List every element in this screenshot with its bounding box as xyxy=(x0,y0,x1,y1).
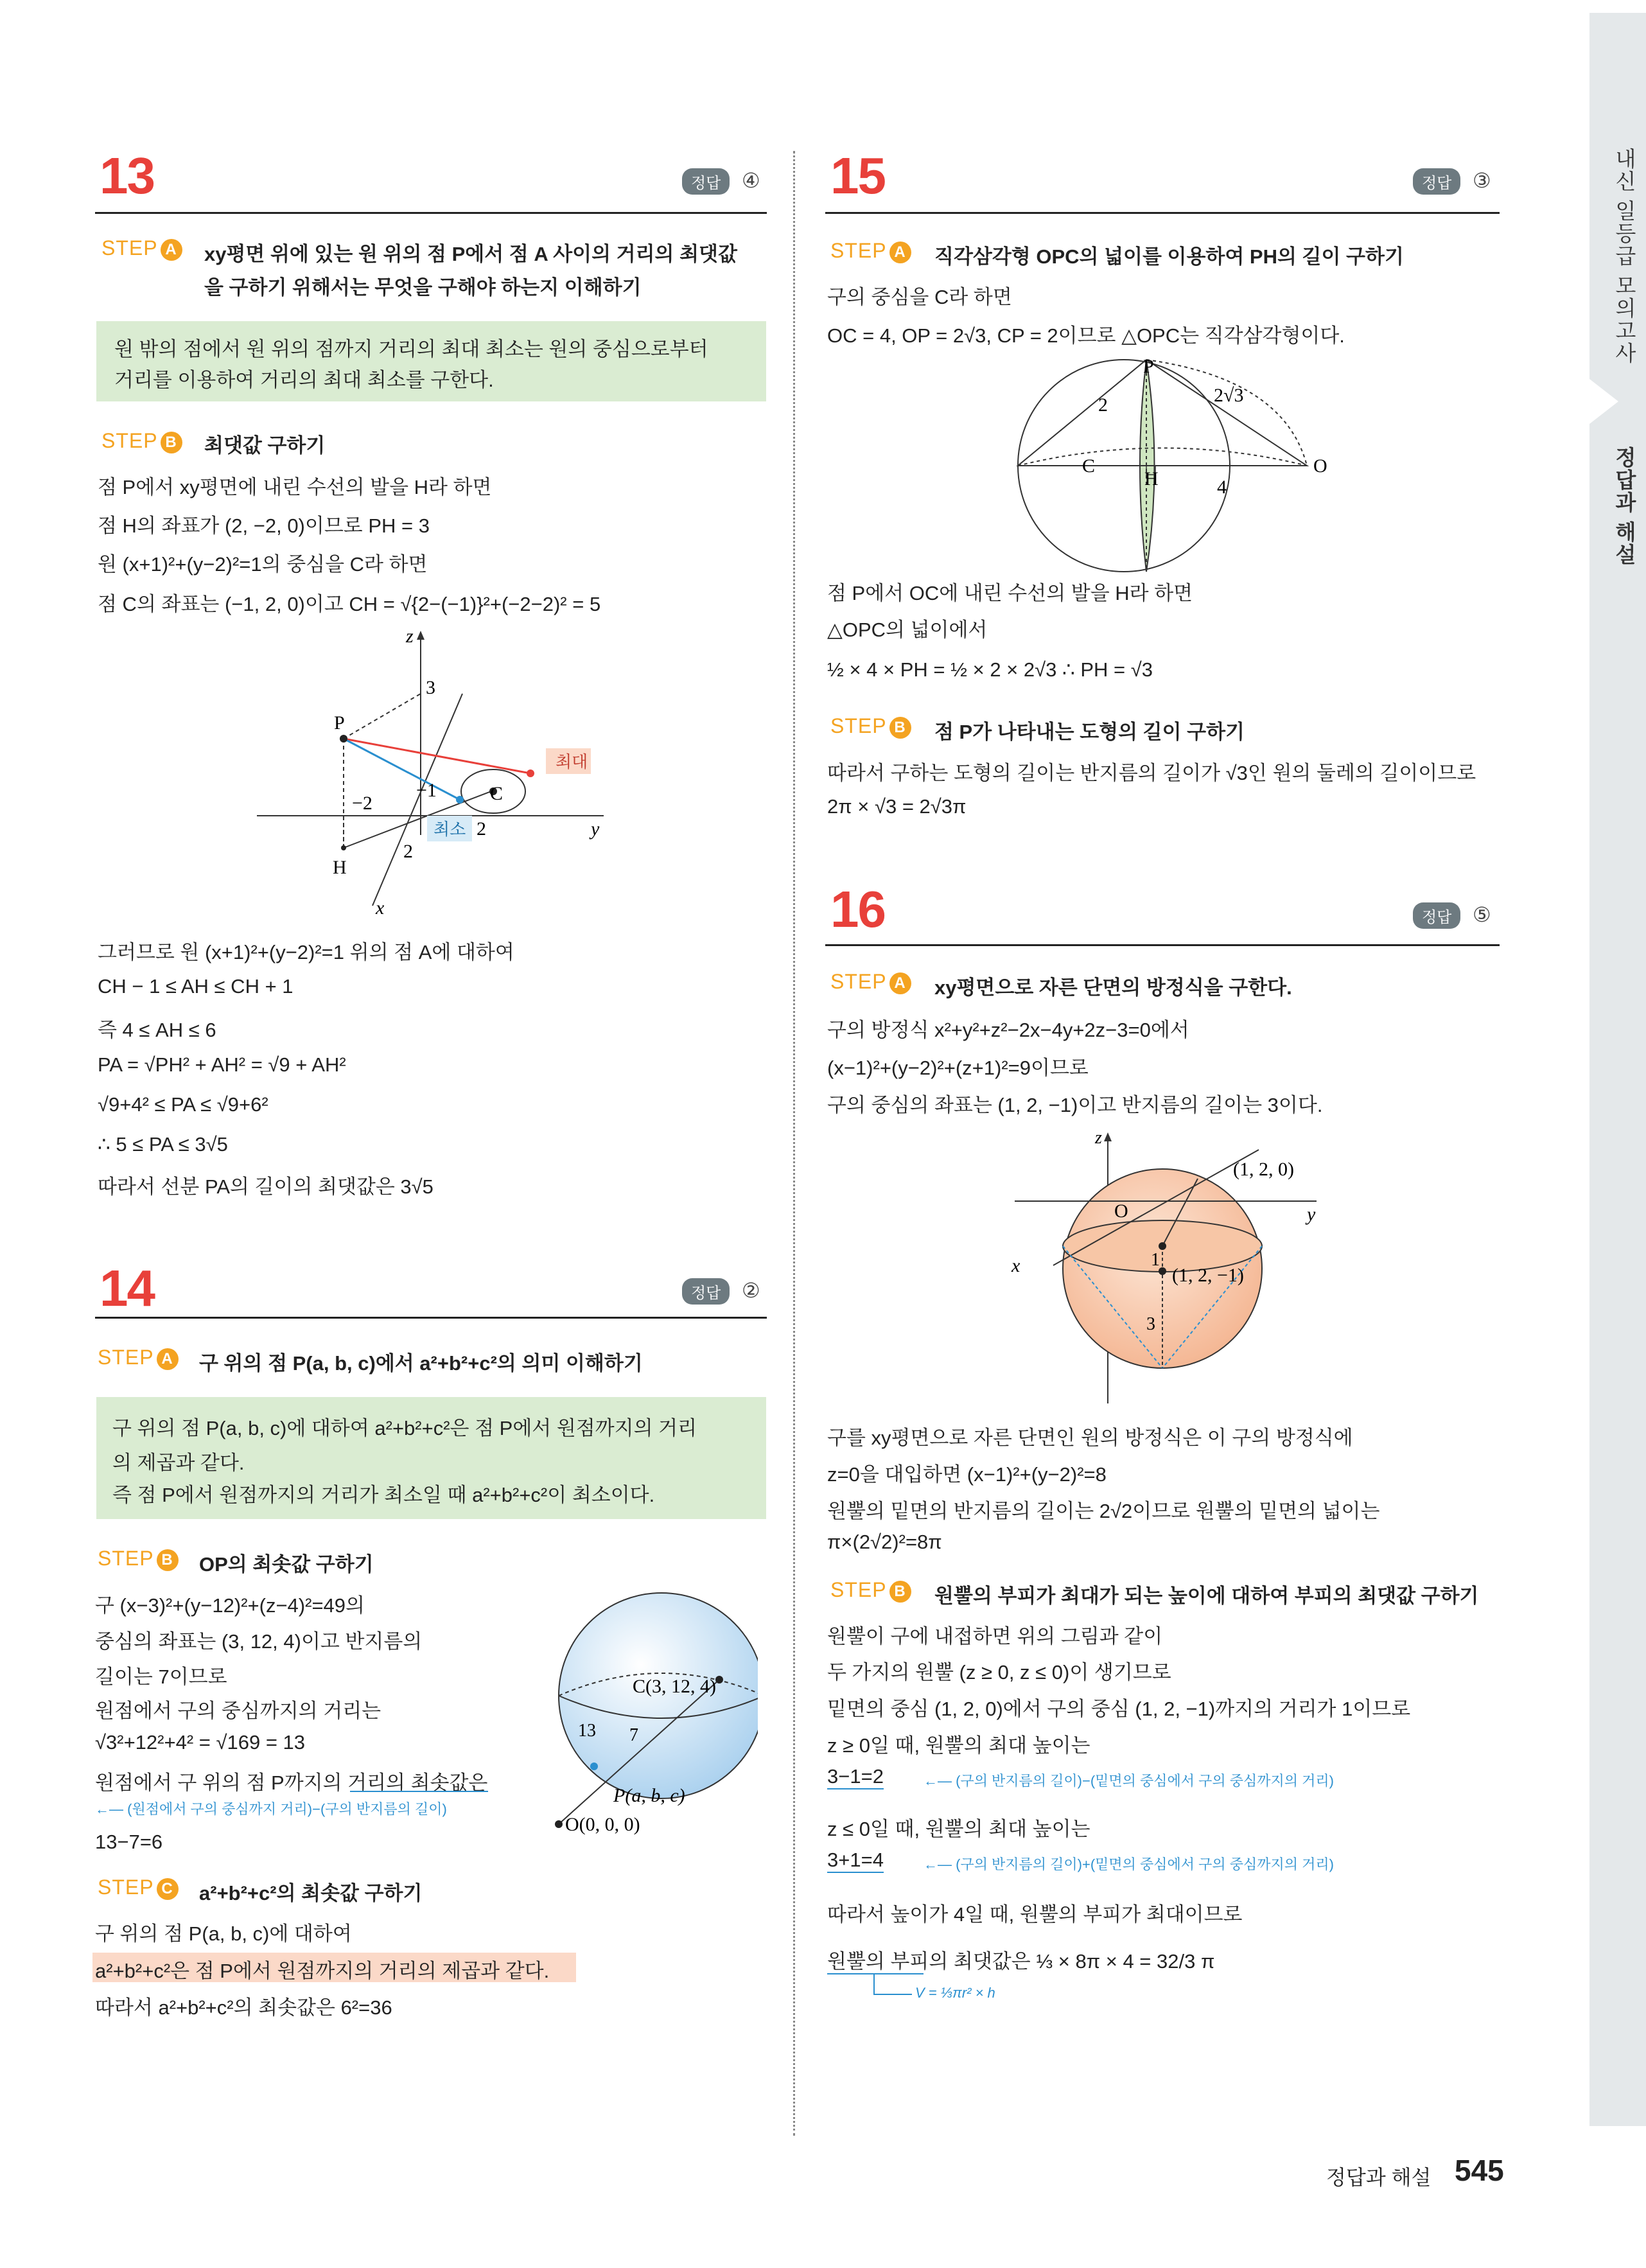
figure-14 xyxy=(539,1587,758,1843)
solution-line: OC = 4, OP = 2√3, CP = 2이므로 △OPC는 직각삼각형이다. xyxy=(827,324,1345,347)
answer-badge: 정답 xyxy=(682,1278,730,1305)
step-a-title-cont: 을 구하기 위해서는 무엇을 구해야 하는지 이해하기 xyxy=(204,276,642,299)
fig-label: P xyxy=(1143,356,1154,377)
solution-line: 구의 방정식 x²+y²+z²−2x−4y+2z−3=0에서 xyxy=(827,1019,1189,1041)
problem-number: 16 xyxy=(830,881,885,938)
solution-line: ½ × 4 × PH = ½ × 2 × 2√3 ∴ PH = √3 xyxy=(827,658,1153,681)
solution-line: CH − 1 ≤ AH ≤ CH + 1 xyxy=(98,975,293,998)
step-a-title: xy평면 위에 있는 원 위의 점 P에서 점 A 사이의 거리의 최댓값 xyxy=(204,243,737,265)
solution-line: △OPC의 넓이에서 xyxy=(827,619,988,641)
problem-number: 15 xyxy=(830,147,885,204)
answer-choice: ③ xyxy=(1473,169,1491,192)
solution-line: 밑면의 중심 (1, 2, 0)에서 구의 중심 (1, 2, −1)까지의 거리가 1이므로 xyxy=(827,1698,1411,1720)
solution-line: 점 P에서 xy평면에 내린 수선의 발을 H라 하면 xyxy=(98,476,492,498)
problem-rule xyxy=(825,212,1500,214)
fig-label: P xyxy=(334,712,345,734)
solution-line: π×(2√2)²=8π xyxy=(827,1531,942,1553)
solution-line: ∴ 5 ≤ PA ≤ 3√5 xyxy=(98,1133,228,1156)
solution-line: 따라서 선분 PA의 길이의 최댓값은 3√5 xyxy=(98,1175,433,1198)
problem-rule xyxy=(95,1317,767,1319)
fig-label: C(3, 12, 4) xyxy=(633,1676,716,1697)
solution-line: 길이는 7이므로 xyxy=(95,1666,227,1688)
solution-line: 점 C의 좌표는 (−1, 2, 0)이고 CH = √{2−(−1)}²+(−2−2)² = 5 xyxy=(98,593,601,615)
solution-line: 구의 중심의 좌표는 (1, 2, −1)이고 반지름의 길이는 3이다. xyxy=(827,1094,1323,1116)
solution-line: 원점에서 구의 중심까지의 거리는 xyxy=(95,1700,381,1722)
hint-line: 거리를 이용하여 거리의 최대 최소를 구한다. xyxy=(114,369,494,391)
fig-label: H xyxy=(1144,468,1159,489)
solution-line: 원점에서 구 위의 점 P까지의 거리의 최솟값은 xyxy=(95,1771,488,1794)
hint-line: 즉 점 P에서 원점까지의 거리가 최소일 때 a²+b²+c²이 최소이다. xyxy=(112,1484,655,1506)
answer-badge: 정답 xyxy=(1413,902,1460,929)
fig-label: x xyxy=(1011,1255,1020,1276)
step-b-title: 원뿔의 부피가 최대가 되는 높이에 대하여 부피의 최댓값 구하기 xyxy=(934,1585,1479,1607)
solution-line: 구 (x−3)²+(y−12)²+(z−4)²=49의 xyxy=(95,1594,365,1617)
annotation-pointer xyxy=(873,1974,875,1995)
step-b-title: 점 P가 나타내는 도형의 길이 구하기 xyxy=(934,721,1245,743)
solution-line: 따라서 구하는 도형의 길이는 반지름의 길이가 √3인 원의 둘레의 길이이므로 xyxy=(827,762,1476,784)
problem-rule xyxy=(825,944,1500,946)
hint-line: 의 제곱과 같다. xyxy=(112,1452,245,1474)
fig-label: 2 xyxy=(1098,394,1108,416)
fig-label: 7 xyxy=(629,1725,638,1745)
side-tab-bottom: 정답과 해설 xyxy=(1613,446,1636,567)
step-a-label: STEP A xyxy=(101,236,182,261)
solution-line: 두 가지의 원뿔 (z ≥ 0, z ≤ 0)이 생기므로 xyxy=(827,1661,1171,1683)
solution-line: 따라서 a²+b²+c²의 최솟값은 6²=36 xyxy=(95,1996,392,2019)
column-divider xyxy=(793,151,795,2136)
step-a-title: xy평면으로 자른 단면의 방정식을 구한다. xyxy=(934,976,1292,999)
solution-line: 점 H의 좌표가 (2, −2, 0)이므로 PH = 3 xyxy=(98,514,430,537)
problem-rule xyxy=(95,212,767,214)
solution-line: z ≥ 0일 때, 원뿔의 최대 높이는 xyxy=(827,1734,1090,1757)
solution-line: (x−1)²+(y−2)²+(z+1)²=9이므로 xyxy=(827,1057,1089,1079)
solution-line: 중심의 좌표는 (3, 12, 4)이고 반지름의 xyxy=(95,1630,423,1653)
side-tab-divider xyxy=(1589,379,1618,424)
figure-13 xyxy=(244,623,694,925)
solution-line: √9+4² ≤ PA ≤ √9+6² xyxy=(98,1093,268,1116)
hint-line: 구 위의 점 P(a, b, c)에 대하여 a²+b²+c²은 점 P에서 원점까지의 거리 xyxy=(112,1417,697,1439)
solution-eq: 3−1=2 xyxy=(827,1765,884,1789)
fig-label: 2 xyxy=(477,818,486,840)
step-c-title: a²+b²+c²의 최솟값 구하기 xyxy=(199,1882,423,1904)
solution-line: PA = √PH² + AH² = √9 + AH² xyxy=(98,1053,346,1076)
fig-label: C xyxy=(490,783,503,804)
solution-line: 원 (x+1)²+(y−2)²=1의 중심을 C라 하면 xyxy=(98,553,428,576)
page-number: 545 xyxy=(1455,2154,1504,2187)
fig-label: O xyxy=(1313,455,1327,477)
problem-number: 13 xyxy=(100,147,154,204)
step-a-title: 직각삼각형 OPC의 넓이를 이용하여 PH의 길이 구하기 xyxy=(934,245,1404,268)
fig-label: H xyxy=(333,857,347,878)
answer-choice: ④ xyxy=(742,169,760,192)
annotation: V = ⅓πr² × h xyxy=(915,1985,995,2001)
fig-label: y xyxy=(591,818,600,840)
fig-label: P(a, b, c) xyxy=(613,1785,685,1806)
fig-label: 1 xyxy=(1151,1250,1160,1270)
step-b-label: STEP B xyxy=(830,1578,911,1603)
solution-line: 즉 4 ≤ AH ≤ 6 xyxy=(98,1019,216,1041)
fig-label: z xyxy=(1095,1128,1102,1148)
solution-line: z=0을 대입하면 (x−1)²+(y−2)²=8 xyxy=(827,1463,1107,1486)
figure-15 xyxy=(1002,353,1349,578)
problem-number: 14 xyxy=(100,1260,154,1317)
step-a-label: STEP A xyxy=(98,1346,179,1370)
solution-line: √3²+12²+4² = √169 = 13 xyxy=(95,1731,306,1754)
hint-line: 원 밖의 점에서 원 위의 점까지 거리의 최대 최소는 원의 중심으로부터 xyxy=(114,338,708,360)
annotation: ←— (구의 반지름의 길이)−(밑면의 중심에서 구의 중심까지의 거리) xyxy=(924,1773,1334,1789)
fig-label: O(0, 0, 0) xyxy=(565,1814,640,1835)
step-b-label: STEP B xyxy=(830,714,911,739)
solution-eq: 3+1=4 xyxy=(827,1849,884,1873)
solution-line: 원뿔의 부피의 최댓값은 ⅓ × 8π × 4 = 32/3 π xyxy=(827,1950,1215,1973)
annotation: ←— (구의 반지름의 길이)+(밑면의 중심에서 구의 중심까지의 거리) xyxy=(924,1856,1334,1872)
fig-label: 4 xyxy=(1217,477,1227,498)
fig-label-min: 최소 xyxy=(433,820,466,839)
fig-label: O xyxy=(1114,1200,1128,1222)
fig-label: x xyxy=(376,897,385,919)
fig-label: (1, 2, −1) xyxy=(1172,1265,1244,1286)
solution-line: 원뿔의 밑면의 반지름의 길이는 2√2이므로 원뿔의 밑면의 넓이는 xyxy=(827,1500,1380,1522)
solution-line: 원뿔이 구에 내접하면 위의 그림과 같이 xyxy=(827,1625,1163,1648)
step-b-title: OP의 최솟값 구하기 xyxy=(199,1553,374,1576)
answer-choice: ⑤ xyxy=(1473,903,1491,926)
step-b-label: STEP B xyxy=(98,1547,179,1571)
solution-line: 13−7=6 xyxy=(95,1831,163,1853)
fig-label-max: 최대 xyxy=(556,753,588,771)
underline xyxy=(827,1973,924,1974)
step-b-title: 최댓값 구하기 xyxy=(204,434,326,457)
step-b-label: STEP B xyxy=(101,429,182,453)
annotation-pointer xyxy=(873,1994,912,1995)
fig-label: 3 xyxy=(1146,1314,1155,1334)
figure-16 xyxy=(1002,1127,1361,1407)
answer-badge: 정답 xyxy=(1413,168,1460,195)
underline xyxy=(350,1791,488,1792)
fig-label: z xyxy=(406,626,414,647)
fig-label: y xyxy=(1307,1204,1316,1225)
answer-badge: 정답 xyxy=(682,168,730,195)
fig-label: (1, 2, 0) xyxy=(1233,1159,1294,1180)
answer-choice: ② xyxy=(742,1279,760,1302)
side-tab-top: 내신 일등급 모의고사 xyxy=(1613,148,1636,365)
step-c-label: STEP C xyxy=(98,1876,179,1900)
fig-label: −1 xyxy=(416,780,437,801)
solution-line: 구를 xy평면으로 자른 단면인 원의 방정식은 이 구의 방정식에 xyxy=(827,1427,1353,1449)
solution-line: z ≤ 0일 때, 원뿔의 최대 높이는 xyxy=(827,1818,1090,1840)
solution-line: 그러므로 원 (x+1)²+(y−2)²=1 위의 점 A에 대하여 xyxy=(98,941,514,963)
solution-line: 구 위의 점 P(a, b, c)에 대하여 xyxy=(95,1922,352,1945)
fig-label: 3 xyxy=(426,677,435,698)
step-a-label: STEP A xyxy=(830,239,911,263)
footer-label: 정답과 해설 xyxy=(1326,2166,1431,2189)
solution-line: 점 P에서 OC에 내린 수선의 발을 H라 하면 xyxy=(827,582,1193,604)
solution-line: 구의 중심을 C라 하면 xyxy=(827,286,1012,308)
fig-label: 13 xyxy=(578,1721,596,1741)
annotation: ←— (원점에서 구의 중심까지 거리)−(구의 반지름의 길이) xyxy=(95,1801,447,1817)
fig-label: 2 xyxy=(403,841,413,862)
solution-line: a²+b²+c²은 점 P에서 원점까지의 거리의 제곱과 같다. xyxy=(95,1960,550,1982)
solution-line: 2π × √3 = 2√3π xyxy=(827,795,967,818)
fig-label: −2 xyxy=(352,793,372,814)
fig-label: 2√3 xyxy=(1214,385,1244,406)
step-a-label: STEP A xyxy=(830,970,911,994)
step-a-title: 구 위의 점 P(a, b, c)에서 a²+b²+c²의 의미 이해하기 xyxy=(199,1352,643,1375)
solution-line: 따라서 높이가 4일 때, 원뿔의 부피가 최대이므로 xyxy=(827,1903,1243,1926)
fig-label: C xyxy=(1082,455,1096,477)
